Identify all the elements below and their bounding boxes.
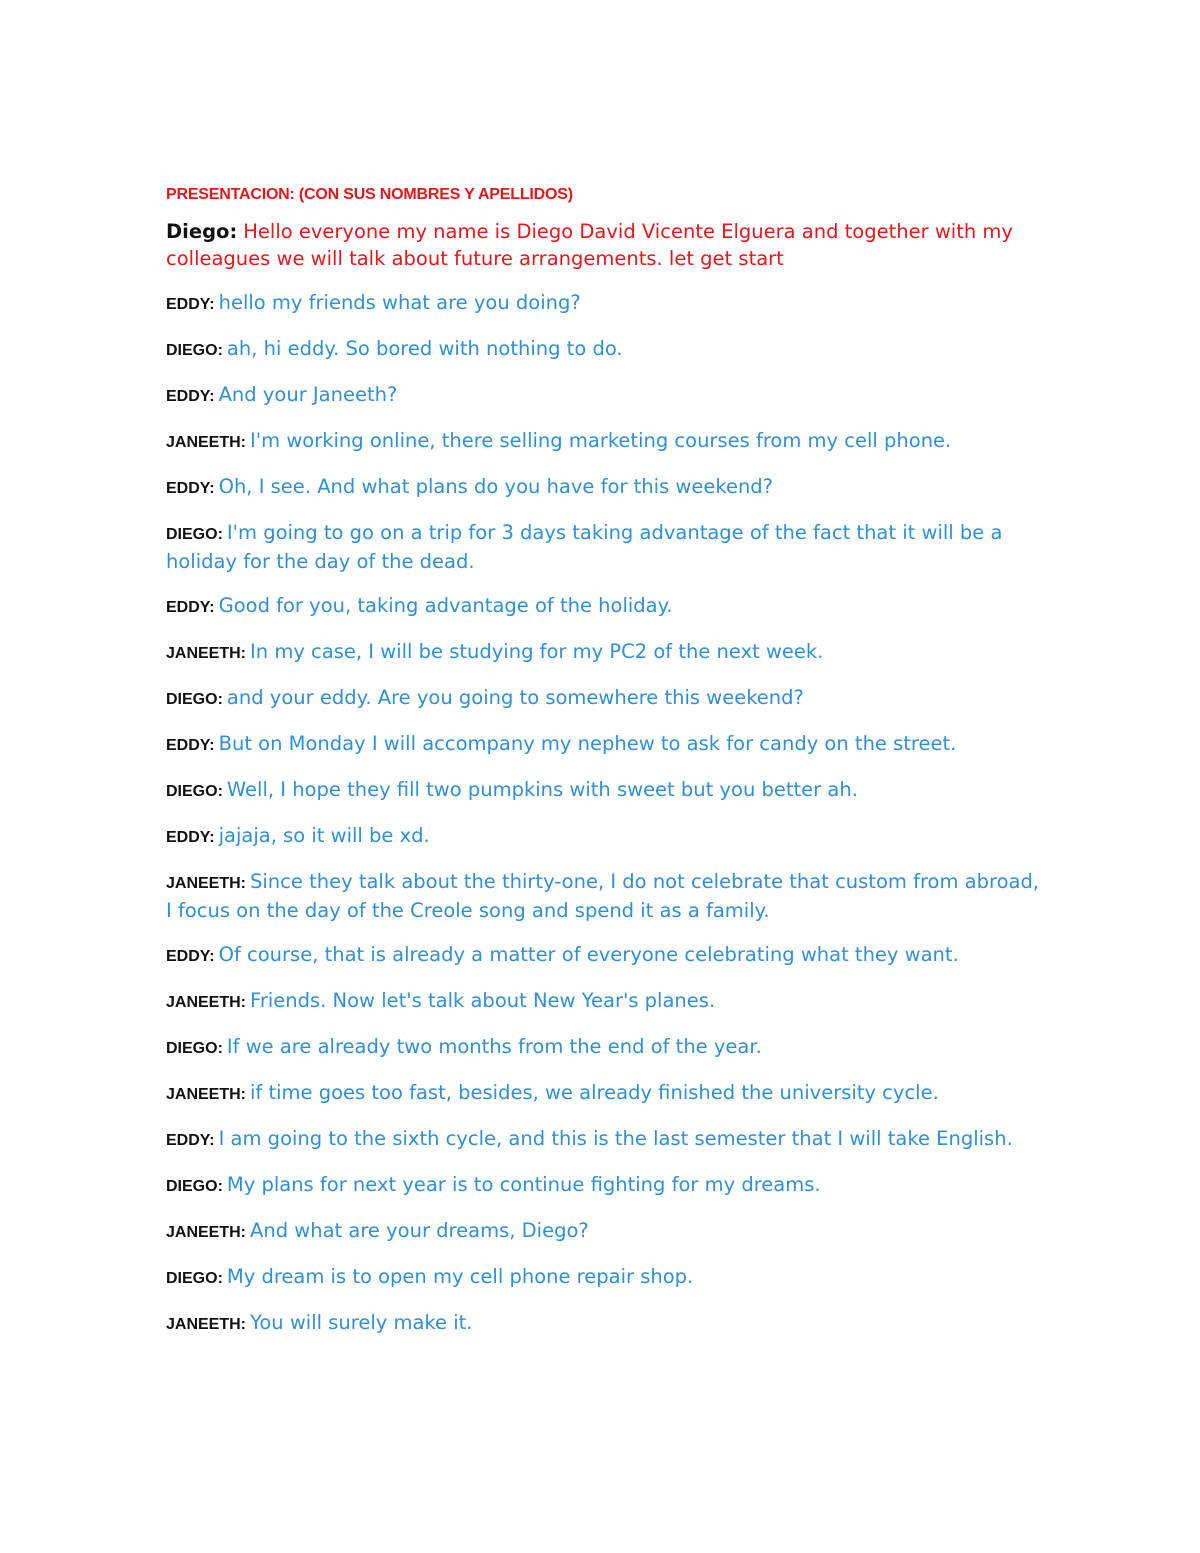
speaker-name: EDDY: bbox=[166, 388, 215, 405]
dialogue-line bbox=[166, 987, 1046, 1016]
dialogue-text: Oh, I see. And what plans do you have for this weekend? bbox=[218, 475, 774, 498]
dialogue bbox=[166, 289, 1046, 1338]
speaker-name: DIEGO: bbox=[166, 1270, 223, 1287]
dialogue-line bbox=[166, 1125, 1046, 1154]
speaker-name: DIEGO: bbox=[166, 526, 223, 543]
dialogue-text: Good for you, taking advantage of the holiday. bbox=[218, 594, 673, 617]
dialogue-line bbox=[166, 730, 1046, 759]
speaker-name: JANEETH: bbox=[166, 434, 247, 451]
dialogue-line bbox=[166, 1033, 1046, 1062]
dialogue-text: You will surely make it. bbox=[250, 1311, 473, 1334]
speaker-name: JANEETH: bbox=[166, 875, 247, 892]
speaker-name: JANEETH: bbox=[166, 994, 247, 1011]
dialogue-line bbox=[166, 1309, 1046, 1338]
dialogue-line bbox=[166, 941, 1046, 970]
speaker-name: JANEETH: bbox=[166, 1224, 247, 1241]
speaker-name: EDDY: bbox=[166, 599, 215, 616]
dialogue-text: if time goes too fast, besides, we already finished the university cycle. bbox=[250, 1081, 939, 1104]
speaker-name: EDDY: bbox=[166, 480, 215, 497]
dialogue-line bbox=[166, 1171, 1046, 1200]
speaker-name: DIEGO: bbox=[166, 1178, 223, 1195]
dialogue-line bbox=[166, 381, 1046, 410]
dialogue-text: My plans for next year is to continue fighting for my dreams. bbox=[226, 1173, 821, 1196]
intro-paragraph bbox=[166, 218, 1046, 272]
speaker-name: DIEGO: bbox=[166, 691, 223, 708]
dialogue-line bbox=[166, 335, 1046, 364]
dialogue-line bbox=[166, 1263, 1046, 1292]
speaker-name: DIEGO: bbox=[166, 342, 223, 359]
speaker-name: JANEETH: bbox=[166, 1086, 247, 1103]
dialogue-line bbox=[166, 868, 1046, 924]
dialogue-text: My dream is to open my cell phone repair shop. bbox=[226, 1265, 694, 1288]
dialogue-line bbox=[166, 427, 1046, 456]
speaker-name: EDDY: bbox=[166, 829, 215, 846]
dialogue-line bbox=[166, 822, 1046, 851]
speaker-name: EDDY: bbox=[166, 737, 215, 754]
speaker-name: JANEETH: bbox=[166, 1316, 247, 1333]
dialogue-text: Friends. Now let's talk about New Year's planes. bbox=[250, 989, 716, 1012]
dialogue-line bbox=[166, 684, 1046, 713]
document-content bbox=[166, 186, 1046, 1355]
dialogue-text: jajaja, so it will be xd. bbox=[218, 824, 430, 847]
dialogue-text: ah, hi eddy. So bored with nothing to do. bbox=[226, 337, 623, 360]
intro-text: Hello everyone my name is Diego David Vicente Elguera and together with my colleagues we will talk about future arrangements. let get start bbox=[166, 220, 1013, 270]
dialogue-text: I'm working online, there selling marketing courses from my cell phone. bbox=[250, 429, 952, 452]
speaker-name: DIEGO: bbox=[166, 1040, 223, 1057]
dialogue-text: Well, I hope they fill two pumpkins with sweet but you better ah. bbox=[226, 778, 858, 801]
dialogue-text: In my case, I will be studying for my PC2 of the next week. bbox=[250, 640, 824, 663]
intro-speaker: Diego: bbox=[166, 220, 238, 243]
speaker-name: JANEETH: bbox=[166, 645, 247, 662]
dialogue-line bbox=[166, 638, 1046, 667]
dialogue-line bbox=[166, 289, 1046, 318]
dialogue-line bbox=[166, 776, 1046, 805]
dialogue-text: And your Janeeth? bbox=[218, 383, 398, 406]
dialogue-text: And what are your dreams, Diego? bbox=[250, 1219, 589, 1242]
dialogue-text: hello my friends what are you doing? bbox=[218, 291, 581, 314]
dialogue-text: I'm going to go on a trip for 3 days taking advantage of the fact that it will be a holiday for the day of the dead. bbox=[166, 521, 1003, 573]
dialogue-text: Of course, that is already a matter of everyone celebrating what they want. bbox=[218, 943, 959, 966]
document-heading: PRESENTACION: (CON SUS NOMBRES Y APELLIDOS) bbox=[166, 186, 573, 203]
dialogue-text: But on Monday I will accompany my nephew to ask for candy on the street. bbox=[218, 732, 957, 755]
speaker-name: DIEGO: bbox=[166, 783, 223, 800]
dialogue-text: If we are already two months from the end of the year. bbox=[226, 1035, 762, 1058]
speaker-name: EDDY: bbox=[166, 1132, 215, 1149]
dialogue-text: Since they talk about the thirty-one, I do not celebrate that custom from abroad, I focus on the day of the Creole song and spend it as a family. bbox=[166, 870, 1040, 922]
dialogue-text: I am going to the sixth cycle, and this is the last semester that I will take English. bbox=[218, 1127, 1013, 1150]
dialogue-line bbox=[166, 473, 1046, 502]
dialogue-line bbox=[166, 519, 1046, 575]
dialogue-line bbox=[166, 592, 1046, 621]
dialogue-text: and your eddy. Are you going to somewhere this weekend? bbox=[226, 686, 804, 709]
speaker-name: EDDY: bbox=[166, 296, 215, 313]
dialogue-line bbox=[166, 1079, 1046, 1108]
dialogue-line bbox=[166, 1217, 1046, 1246]
speaker-name: EDDY: bbox=[166, 948, 215, 965]
